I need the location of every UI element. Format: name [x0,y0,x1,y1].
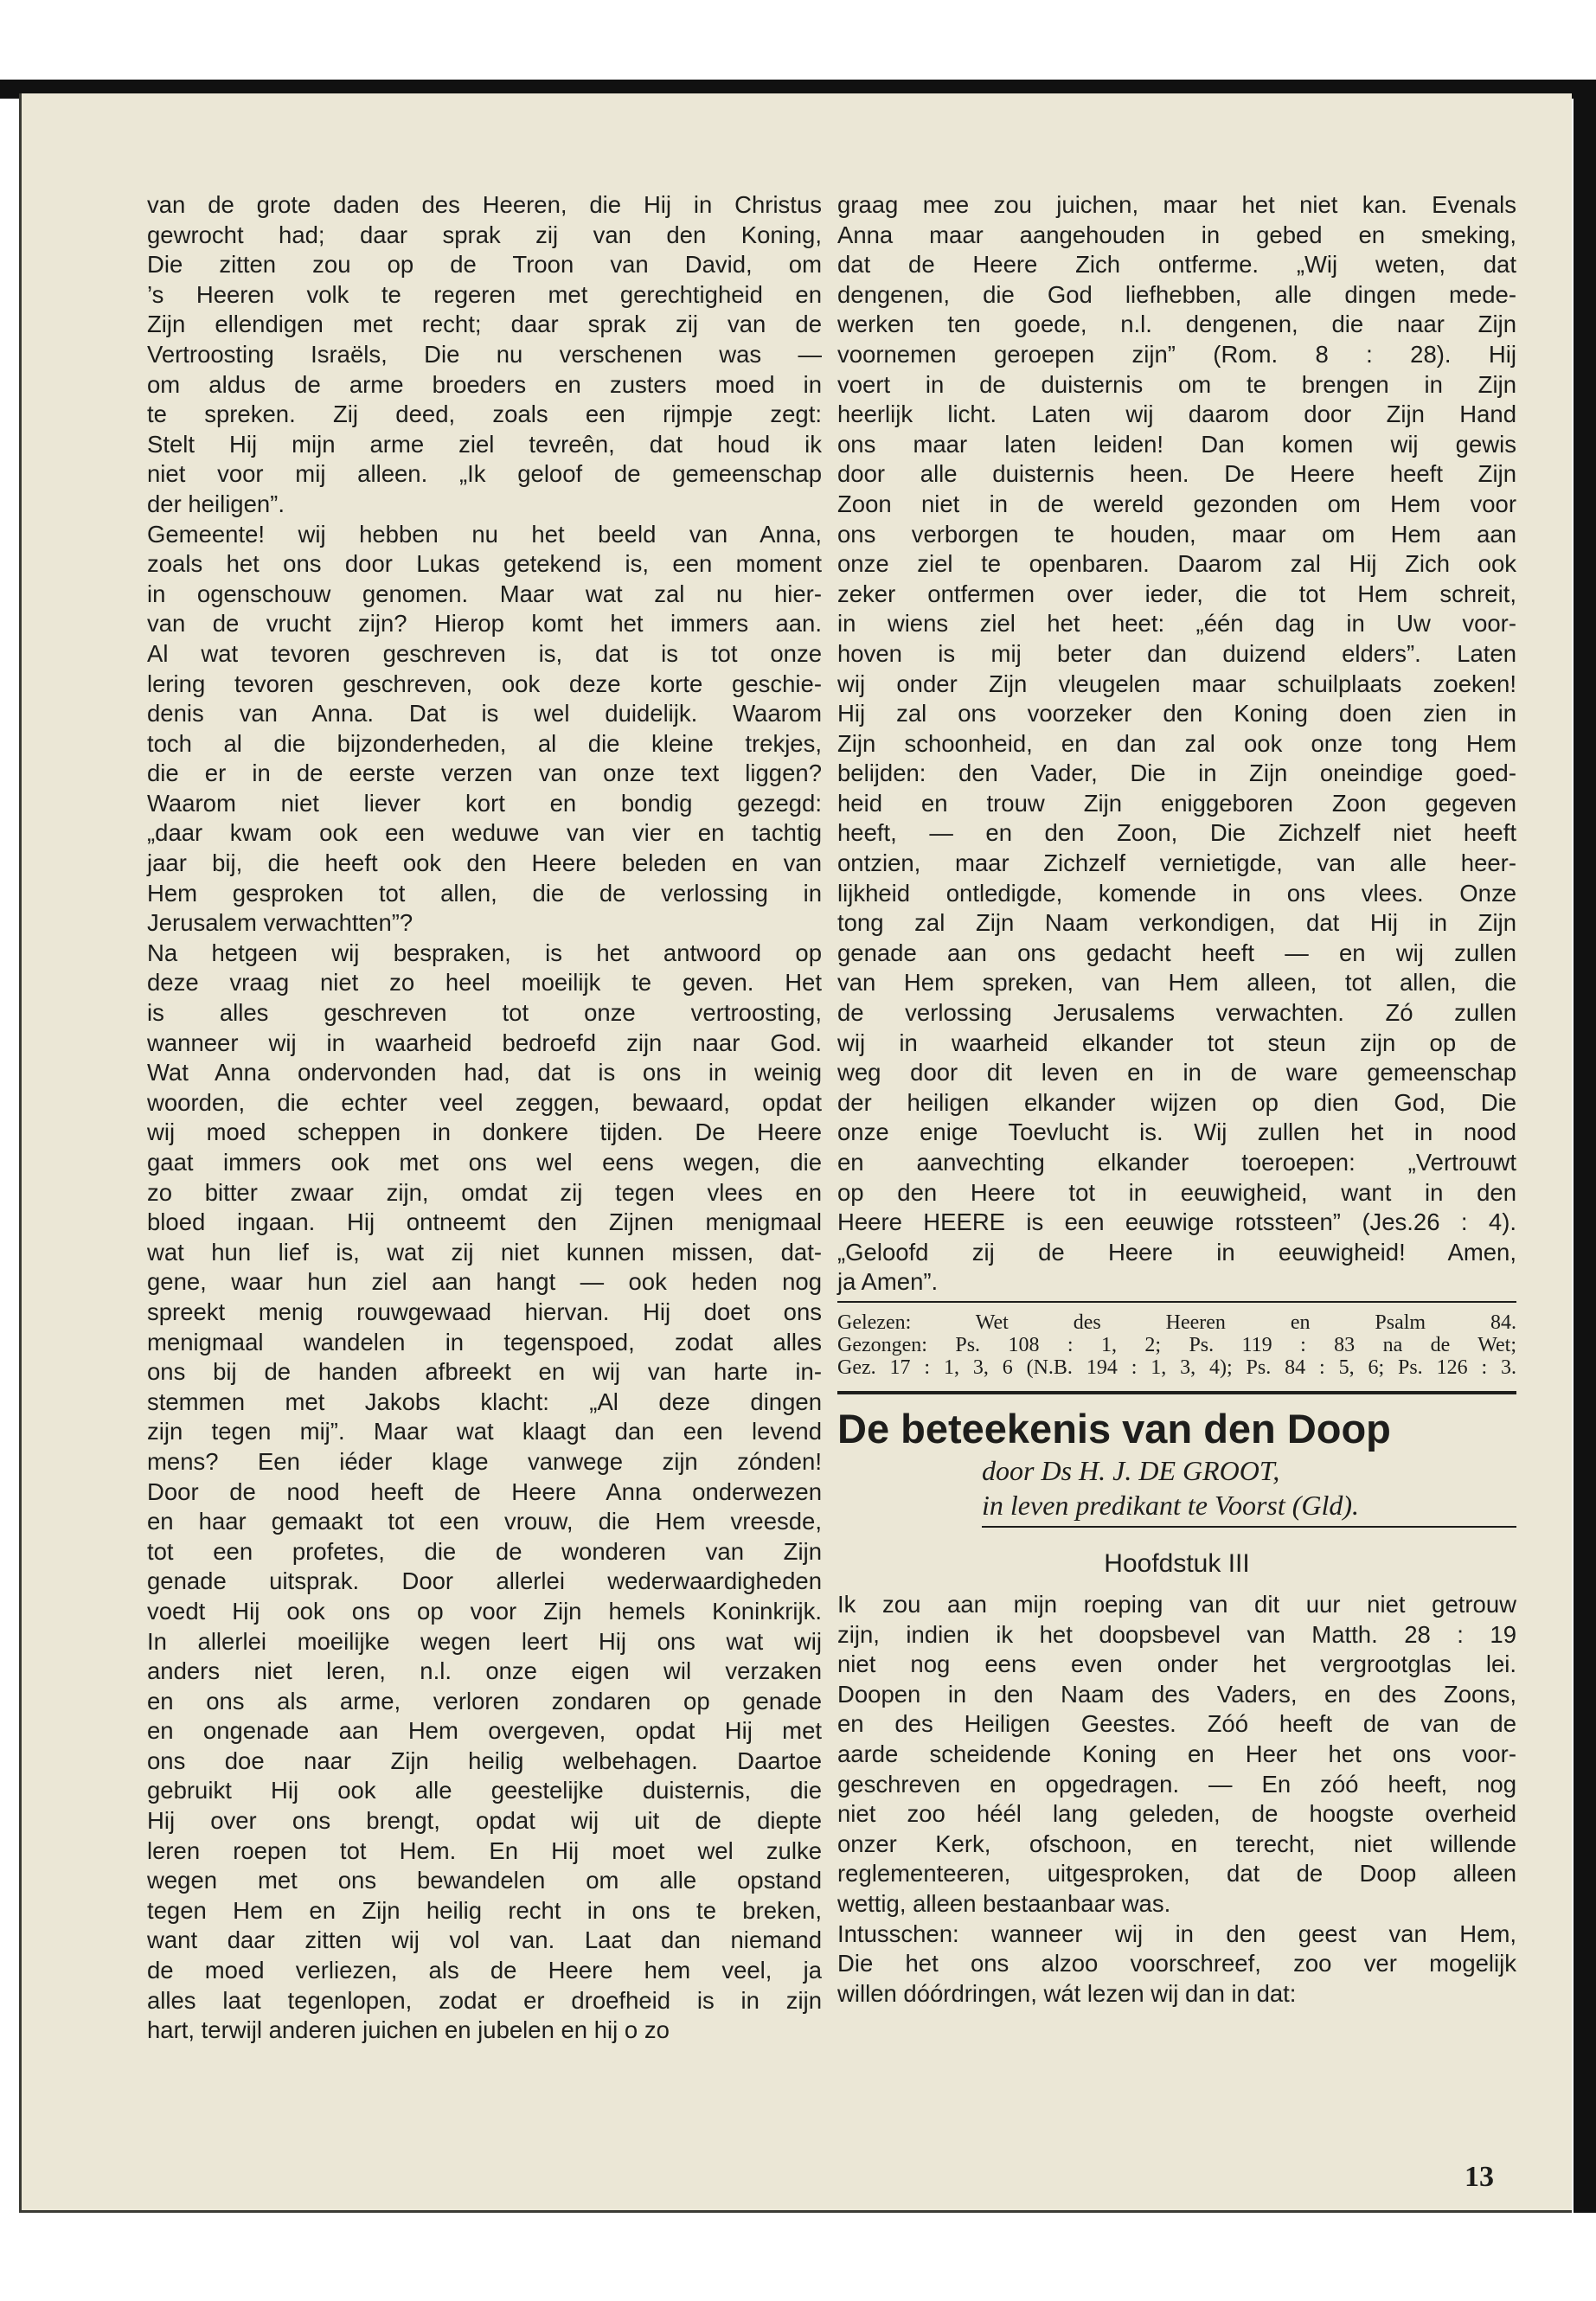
text-line: lering tevoren geschreven, ook deze korte geschie- [147,670,822,697]
sermon-conclusion [837,190,1516,1298]
text-line: reglementeeren, uitgesproken, dat de Doop alleen [837,1860,1516,1888]
text-line: gewrocht had; daar sprak zij van den Koning, [147,221,822,248]
text-line: zo bitter zwaar zijn, omdat zij tegen vlees en [147,1178,822,1206]
text-line: zoals het ons door Lukas getekend is, een moment [147,550,822,578]
text-line: genade aan ons gedacht heeft — en wij zullen [837,939,1516,966]
text-line: denis van Anna. Dat is wel duidelijk. Waarom [147,700,822,727]
text-line: voornemen geroepen zijn” (Rom. 8 : 28). Hij [837,340,1516,368]
text-line: niet nog eens even onder het vergrootglas lei. [837,1650,1516,1678]
text-line: wij moed scheppen in donkere tijden. De Heere [147,1118,822,1146]
text-line: tot een profetes, die de wonderen van Zijn [147,1537,822,1565]
text-line: lijkheid ontledigde, komende in ons vlees. Onze [837,879,1516,907]
right-column [837,190,1516,2009]
text-line: geschreven en opgedragen. — En zóó heeft, nog [837,1770,1516,1798]
text-line: „Geloofd zij de Heere in eeuwigheid! Amen, [837,1238,1516,1266]
text-line: In allerlei moeilijke wegen leert Hij ons wat wij [147,1627,822,1655]
text-line: hoven is mij beter dan duizend elders”. Laten [837,639,1516,667]
text-line: Door de nood heeft de Heere Anna onderwezen [147,1477,822,1505]
scan-right-border [1574,80,1596,2301]
readings-block [837,1311,1516,1379]
text-line: Hij zal ons voorzeker den Koning doen zien in [837,700,1516,727]
text-line: leren roepen tot Hem. En Hij moet wel zulke [147,1836,822,1864]
text-line: en aanvechting elkander toeroepen: „Vertrouwt [837,1149,1516,1176]
text-line: Ik zou aan mijn roeping van dit uur niet getrouw [837,1590,1516,1618]
text-line: ’s Heeren volk te regeren met gerechtigheid en [147,280,822,308]
text-line: ons bij de handen afbreekt en wij van harte in- [147,1358,822,1386]
text-line: stemmen met Jakobs klacht: „Al deze dingen [147,1388,822,1415]
text-line: en ongenade aan Hem overgeven, opdat Hij met [147,1717,822,1745]
text-line: van Hem spreken, van Hem alleen, tot allen, die [837,969,1516,997]
text-line: en des Heiligen Geestes. Zóó heeft de van de [837,1710,1516,1738]
text-line: alles laat tegenlopen, zodat er droefheid is in zijn [147,1986,822,2014]
text-line: heid en trouw Zijn eniggeboren Zoon gegeven [837,789,1516,817]
text-line: hart, terwijl anderen juichen en jubelen en hij o zo [147,2016,670,2044]
text-line: Die zitten zou op de Troon van David, om [147,251,822,279]
section-divider [837,1391,1516,1394]
text-line: in wiens ziel het heet: „één dag in Uw voor- [837,610,1516,638]
text-line: ontzien, maar Zichzelf vernietigde, van alle heer- [837,849,1516,877]
reading-gelezen: Gelezen: Wet des Heeren en Psalm 84. [837,1311,1516,1334]
text-line: Gemeente! wij hebben nu het beeld van Anna, [147,520,822,548]
text-line: belijden: den Vader, Die in Zijn oneindige goed- [837,760,1516,787]
text-line: werken ten goede, n.l. dengenen, die naar Zijn [837,311,1516,338]
text-line: de moed verliezen, als de Heere hem veel, ja [147,1957,822,1984]
text-line: Anna maar aangehouden in gebed en smeking, [837,221,1516,248]
divider [837,1301,1516,1303]
text-line: gebruikt Hij ook alle geestelijke duisternis, die [147,1777,822,1804]
text-line: wanneer wij in waarheid bedroefd zijn naar God. [147,1029,822,1056]
text-line: voert in de duisternis om te brengen in Zijn [837,370,1516,398]
text-line: in ogenschouw genomen. Maar wat zal nu hier- [147,580,822,607]
text-line: voedt Hij ook ons op voor Zijn hemels Koninkrijk. [147,1597,822,1625]
scan-bottom-margin [0,2213,1596,2301]
text-line: onze ziel te openbaren. Daarom zal Hij Zich ook [837,550,1516,578]
text-line: Vertroosting Israëls, Die nu verschenen was — [147,340,822,368]
text-line: zeker ontfermen over ieder, die tot Hem schreit, [837,580,1516,607]
text-line: is alles geschreven tot onze vertroosting, [147,999,822,1027]
text-line: te spreken. Zij deed, zoals een rijmpje zegt: [147,401,822,428]
text-line: Zijn ellendigen met recht; daar sprak zij van de [147,311,822,338]
text-line: onze enige Toevlucht is. Wij zullen het in nood [837,1118,1516,1146]
text-line: wegen met ons bewandelen om alle opstand [147,1867,822,1894]
text-line: en ons als arme, verloren zondaren op genade [147,1687,822,1715]
text-line: Stelt Hij mijn arme ziel tevreên, dat houd ik [147,430,822,458]
text-line: heeft, — en den Zoon, Die Zichzelf niet heeft [837,819,1516,847]
text-line: weg door dit leven en in de ware gemeenschap [837,1059,1516,1086]
text-line: ja Amen”. [837,1268,939,1296]
text-line: om aldus de arme broeders en zusters moed in [147,370,822,398]
article-title: De beteekenis van den Doop [837,1405,1391,1452]
text-line: onzer Kerk, ofschoon, en terecht, niet willende [837,1830,1516,1857]
text-line: mens? Een iéder klage vanwege zijn zónden! [147,1447,822,1475]
text-line: tegen Hem en Zijn heilig recht in ons te breken, [147,1896,822,1924]
text-line: deze vraag niet zo heel moeilijk te geven. Het [147,969,822,997]
text-line: Al wat tevoren geschreven is, dat is tot onze [147,639,822,667]
text-line: Zijn schoonheid, en dan zal ook onze tong Hem [837,729,1516,757]
text-line: willen dóórdringen, wát lezen wij dan in dat: [837,1979,1297,2007]
text-line: wij in waarheid elkander tot steun zijn op de [837,1029,1516,1056]
text-line: van de vrucht zijn? Hierop komt het immers aan. [147,610,822,638]
text-line: der heiligen”. [147,490,285,517]
text-line: Die het ons alzoo voorschreef, zoo ver mogelijk [837,1950,1516,1977]
magazine-page [19,93,1572,2213]
text-line: Na hetgeen wij bespraken, is het antwoord op [147,939,822,966]
text-line: bloed ingaan. Hij ontneemt den Zijnen menigmaal [147,1208,822,1236]
text-line: Hij over ons brengt, opdat wij uit de diepte [147,1807,822,1835]
text-line: op den Heere tot in eeuwigheid, want in den [837,1178,1516,1206]
text-line: niet voor mij alleen. „Ik geloof de gemeenschap [147,460,822,488]
text-line: Wat Anna ondervonden had, dat is ons in weinig [147,1059,822,1086]
author-line-2: in leven predikant te Voorst (Gld). [982,1489,1360,1521]
left-column [147,190,822,2046]
text-line: wij onder Zijn vleugelen maar schuilplaats zoeken! [837,670,1516,697]
reading-gezongen-2: Gez. 17 : 1, 3, 6 (N.B. 194 : 1, 3, 4); Ps. 84 : 5, 6; Ps. 126 : 3. [837,1356,1516,1379]
text-line: zijn, indien ik het doopsbevel van Matth. 28 : 19 [837,1620,1516,1648]
text-line: Heere HEERE is een eeuwige rotssteen” (Jes.26 : 4). [837,1208,1516,1236]
text-line: woorden, die echter veel zeggen, bewaard, opdat [147,1088,822,1116]
text-line: genade uitsprak. Door allerlei wederwaardigheden [147,1567,822,1595]
text-line: niet zoo héél lang geleden, de hoogste overheid [837,1800,1516,1828]
text-line: wettig, alleen bestaanbaar was. [837,1889,1171,1917]
text-line: ons verborgen te houden, maar om Hem aan [837,520,1516,548]
text-line: Zoon niet in de wereld gezonden om Hem voor [837,490,1516,517]
text-line: Waarom niet liever kort en bondig gezegd: [147,789,822,817]
text-line: zijn tegen mij”. Maar wat klaagt dan een levend [147,1418,822,1445]
author-divider [982,1526,1516,1528]
text-line: van de grote daden des Heeren, die Hij in Christus [147,191,822,218]
reading-gezongen-1: Gezongen: Ps. 108 : 1, 2; Ps. 119 : 83 na de Wet; [837,1333,1516,1356]
author-line-1: door Ds H. J. DE GROOT, [982,1454,1280,1486]
text-line: door alle duisternis heen. De Heere heeft Zijn [837,460,1516,488]
text-line: menigmaal wandelen in tegenspoed, zodat alles [147,1328,822,1356]
text-line: anders niet leren, n.l. onze eigen wil verzaken [147,1657,822,1685]
page-number: 13 [1465,2161,1494,2193]
text-line: heerlijk licht. Laten wij daarom door Zijn Hand [837,401,1516,428]
text-line: gene, waar hun ziel aan hangt — ook heden nog [147,1268,822,1296]
text-line: Hem gesproken tot allen, die de verlossing in [147,879,822,907]
text-line: dat de Heere Zich ontferme. „Wij weten, dat [837,251,1516,279]
text-line: aarde scheidende Koning en Heer het ons voor- [837,1740,1516,1767]
text-line: Intusschen: wanneer wij in den geest van Hem, [837,1920,1516,1947]
text-line: der heiligen elkander wijzen op dien God, Die [837,1088,1516,1116]
text-line: dengenen, die God liefhebben, alle dingen mede- [837,280,1516,308]
text-line: „daar kwam ook een weduwe van vier en tachtig [147,819,822,847]
text-line: ons doe naar Zijn heilig welbehagen. Daartoe [147,1747,822,1774]
text-line: en haar gemaakt tot een vrouw, die Hem vreesde, [147,1508,822,1535]
text-line: Jerusalem verwachtten”? [147,909,413,937]
text-line: graag mee zou juichen, maar het niet kan. Evenals [837,191,1516,218]
article-body [837,1590,1516,2009]
text-line: tong zal Zijn Naam verkondigen, dat Hij in Zijn [837,909,1516,937]
text-line: want daar zitten wij vol van. Laat dan niemand [147,1926,822,1954]
text-line: jaar bij, die heeft ook den Heere beleden en van [147,849,822,877]
text-line: toch al die bijzonderheden, al die kleine trekjes, [147,729,822,757]
chapter-heading: Hoofdstuk III [1104,1548,1250,1578]
text-line: ons maar laten leiden! Dan komen wij gewis [837,430,1516,458]
text-line: gaat immers ook met ons wel eens wegen, die [147,1149,822,1176]
text-line: die er in de eerste verzen van onze text liggen? [147,760,822,787]
text-line: Doopen in den Naam des Vaders, en des Zoons, [837,1680,1516,1708]
text-line: wat hun lief is, wat zij niet kunnen missen, dat- [147,1238,822,1266]
text-line: de verlossing Jerusalems verwachten. Zó zullen [837,999,1516,1027]
text-line: spreekt menig rouwgewaad hiervan. Hij doet ons [147,1298,822,1325]
